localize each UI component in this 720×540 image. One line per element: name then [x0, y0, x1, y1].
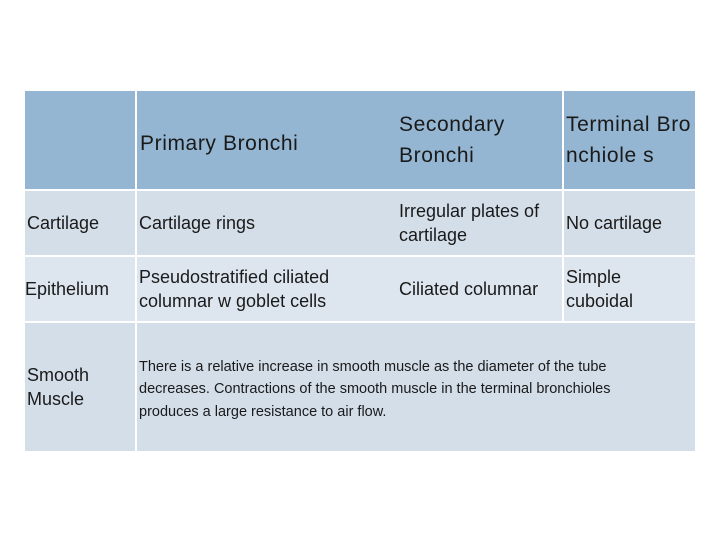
- cell-epithelium-terminal: Simple cuboidal: [564, 257, 695, 321]
- row-label-epithelium: Epithelium: [25, 257, 135, 321]
- cell-cartilage-primary: Cartilage rings: [137, 191, 397, 255]
- cell-cartilage-secondary: Irregular plates of cartilage: [397, 191, 562, 255]
- cell-smooth-muscle-note: There is a relative increase in smooth muscle as the diameter of the tube decreases. Contractions of the smooth muscle in the terminal bronchioles produces a large resistance to air flow.: [137, 323, 695, 451]
- cell-epithelium-secondary: Ciliated columnar: [397, 257, 562, 321]
- header-secondary-bronchi: Secondary Bronchi: [397, 91, 562, 189]
- cell-cartilage-terminal: No cartilage: [564, 191, 695, 255]
- row-label-smooth-muscle: Smooth Muscle: [25, 323, 135, 451]
- cell-epithelium-primary: Pseudostratified ciliated columnar w goblet cells: [137, 257, 397, 321]
- header-terminal-bronchioles: Terminal Bronchiole s: [564, 91, 695, 189]
- header-primary-bronchi: Primary Bronchi: [137, 91, 397, 189]
- row-label-cartilage: Cartilage: [25, 191, 135, 255]
- header-corner-cell: [25, 91, 135, 189]
